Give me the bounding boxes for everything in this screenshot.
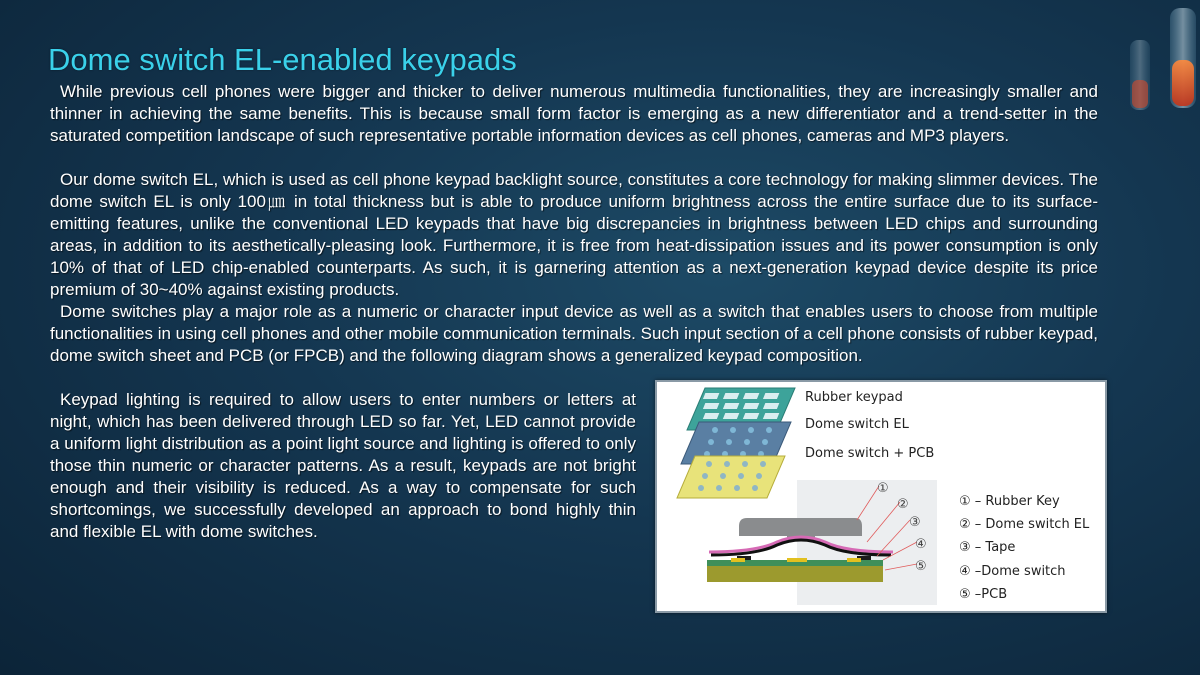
paragraph-1 [50,81,1098,147]
flask-decoration [1130,0,1200,120]
pcb-shape [707,566,883,582]
callout-3: ③ [909,515,921,530]
paragraph-3 [50,301,1098,367]
paragraph-2-text: Our dome switch EL, which is used as cell phone keypad backlight source, constitutes a core technology for making slimmer devices. The dome switch EL is only 100㎛ in total thickness but is able to produce uniform brightness across the entire surface due to its surface-emitting features, unlike the conventional LED keypads that have big discrepancies in brightness between LED chips and surrounding areas, in addition to its aesthetically-pleasing look. Furthermore, it is free from heat-dissipation issues and its power consumption is only 10% of that of LED chip-enabled counterparts. As such, it is garnering attention as a next-generation keypad device despite its price premium of 30~40% against existing products. [50,170,1098,299]
cross-section-illustration [697,480,947,605]
callout-4: ④ [915,537,927,552]
legend-tape: ③ – Tape [959,540,1016,555]
rubber-key-shape [739,518,862,536]
label-dome-switch-el: Dome switch EL [805,417,909,432]
legend-dome-switch-el: ② – Dome switch EL [959,517,1090,532]
paragraph-2 [50,169,1098,301]
callout-1: ① [877,481,889,496]
paragraph-3-text: Dome switches play a major role as a numeric or character input device as well as a switch that enables users to choose from multiple functionalities in using cell phones and other mobile communication terminals. Such input section of a cell phone consists of rubber keypad, dome switch sheet and PCB (or FPCB) and the following diagram shows a generalized keypad composition. [50,302,1098,365]
label-rubber-keypad: Rubber keypad [805,390,903,405]
callout-5: ⑤ [915,559,927,574]
page-title: Dome switch EL-enabled keypads [48,42,517,77]
legend-dome-switch: ④ –Dome switch [959,564,1066,579]
keypad-composition-diagram [655,380,1107,613]
label-dome-switch-pcb: Dome switch + PCB [805,446,935,461]
paragraph-1-text: While previous cell phones were bigger and thicker to deliver numerous multimedia functionalities, they are increasingly smaller and thinner in achieving the same benefits. This is because small form factor is emerging as a new differentiator and a trend-setter in the saturated competition landscape of such representative portable information devices as cell phones, cameras and MP3 players. [50,82,1098,145]
callout-2: ② [897,497,909,512]
legend-pcb: ⑤ –PCB [959,587,1008,602]
legend-rubber-key: ① – Rubber Key [959,494,1060,509]
paragraph-4-text: Keypad lighting is required to allow users to enter numbers or letters at night, which has been delivered through LED so far. Yet, LED cannot provide a uniform light distribution as a point light source and lighting is offered to only those thin numeric or character patterns. As a result, keypads are not bright enough and their visibility is reduced. As a way to compensate for such shortcomings, we successfully developed an approach to bond highly thin and flexible EL with dome switches. [50,390,636,541]
paragraph-4 [50,389,636,543]
